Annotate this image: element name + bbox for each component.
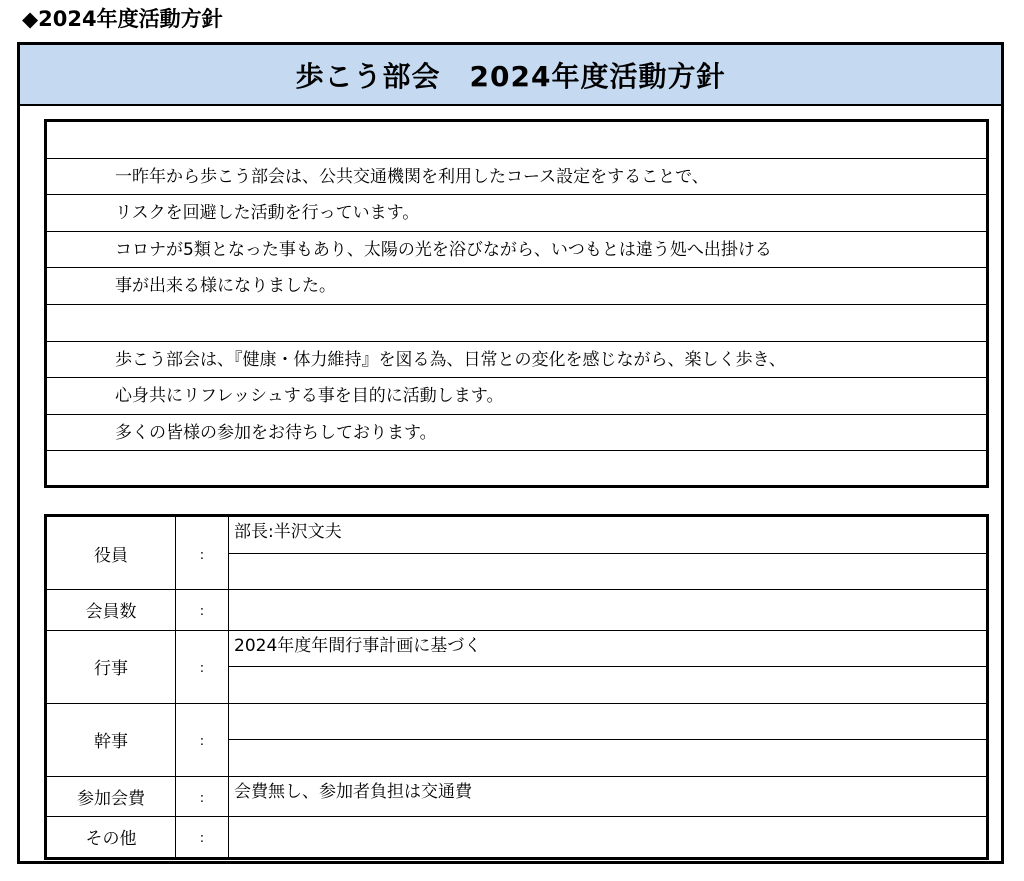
policy-line: 歩こう部会は、『健康・体力維持』を図る為、日常との変化を感じながら、楽しく歩き、: [47, 342, 986, 379]
members-row: [46, 590, 988, 631]
other-value: [229, 817, 988, 859]
secretaries-label: 幹事: [46, 703, 176, 776]
policy-line: リスクを回避した活動を行っています。: [47, 195, 986, 232]
other-label: その他: [46, 817, 176, 859]
separator: :: [176, 817, 229, 859]
secretaries-value-extra: [229, 740, 988, 777]
events-value-extra: [229, 667, 988, 704]
policy-line: [47, 451, 986, 488]
separator: :: [176, 776, 229, 817]
officers-value: 部長:半沢文夫: [229, 516, 988, 554]
policy-line: 多くの皆様の参加をお待ちしております。: [47, 415, 986, 452]
separator: :: [176, 590, 229, 631]
events-row: [46, 630, 988, 667]
secretaries-value: [229, 703, 988, 740]
policy-document: [17, 42, 1004, 864]
info-table: [44, 514, 989, 860]
policy-line: 事が出来る様になりました。: [47, 268, 986, 305]
fee-row: [46, 776, 988, 817]
events-label: 行事: [46, 630, 176, 703]
officers-label: 役員: [46, 516, 176, 590]
separator: :: [176, 516, 229, 590]
title-bar: [20, 45, 1001, 106]
fee-label: 参加会費: [46, 776, 176, 817]
members-label: 会員数: [46, 590, 176, 631]
other-row: [46, 817, 988, 859]
members-value: [229, 590, 988, 631]
policy-line: 心身共にリフレッシュする事を目的に活動します。: [47, 378, 986, 415]
officers-row: [46, 516, 988, 554]
policy-line: コロナが5類となった事もあり、太陽の光を浴びながら、いつもとは違う処へ出掛ける: [47, 232, 986, 269]
document-title: 歩こう部会 2024年度活動方針: [295, 59, 726, 93]
policy-line: 一昨年から歩こう部会は、公共交通機関を利用したコース設定をすることで、: [47, 159, 986, 196]
policy-line: [47, 305, 986, 342]
policy-line: [47, 122, 986, 159]
secretaries-row: [46, 703, 988, 740]
fee-value: 会費無し、参加者負担は交通費: [229, 776, 988, 817]
separator: :: [176, 703, 229, 776]
section-heading: ◆2024年度活動方針: [22, 7, 223, 31]
policy-text-box: [44, 119, 989, 488]
events-value: 2024年度年間行事計画に基づく: [229, 630, 988, 667]
separator: :: [176, 630, 229, 703]
officers-value-extra: [229, 553, 988, 590]
